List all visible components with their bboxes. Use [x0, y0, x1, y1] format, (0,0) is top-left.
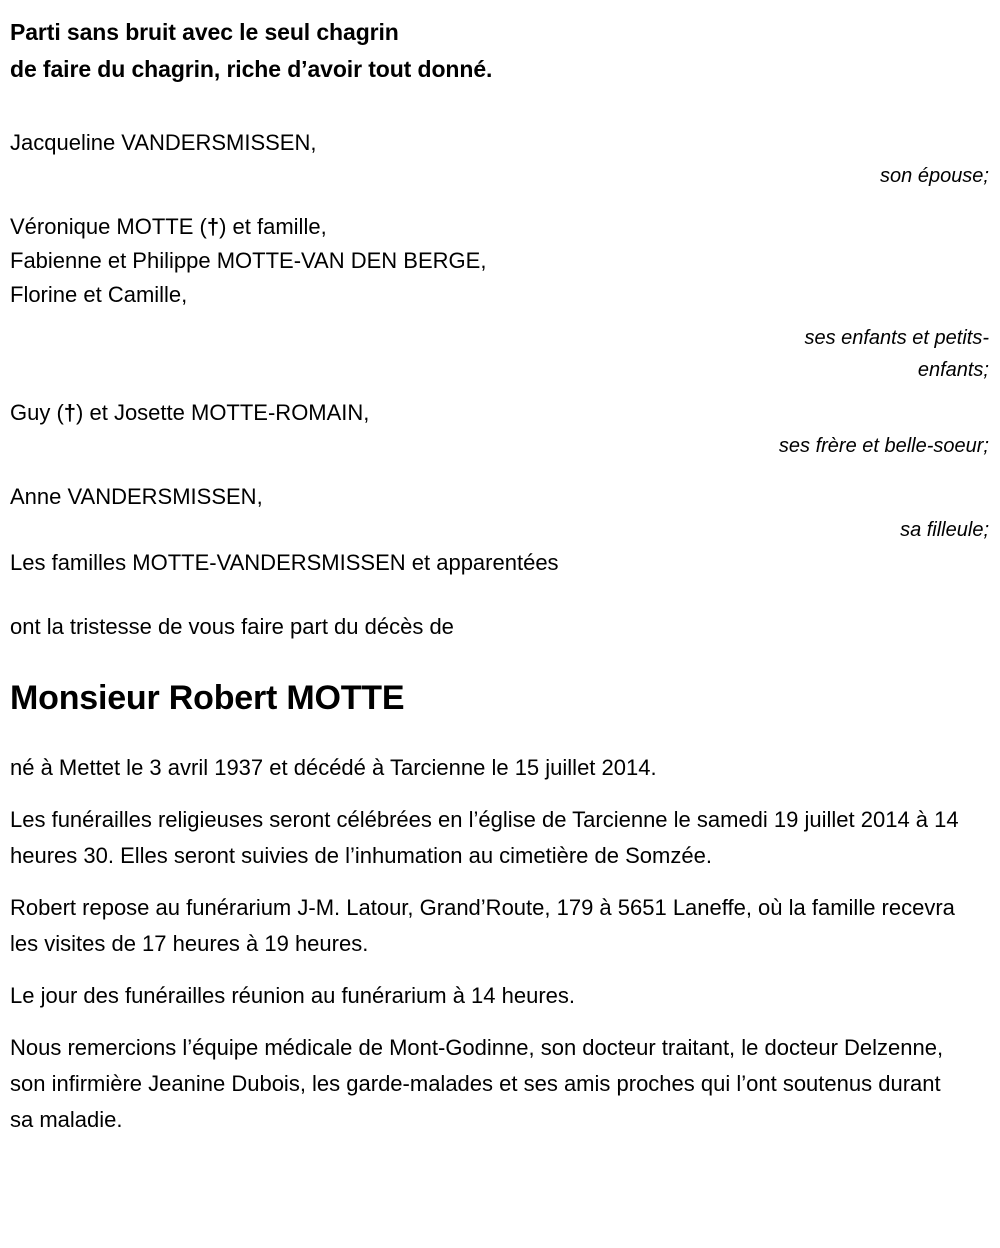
relation-label-sibling: ses frère et belle-soeur; — [778, 435, 989, 457]
extended-families-line: Les familles MOTTE-VANDERSMISSEN et apparentées — [10, 550, 559, 575]
thanks-paragraph: Nous remercions l’équipe médicale de Mont-Godinne, son docteur traitant, le docteur Delzenne, son infirmière Jeanine Dubois, les garde-malades et ses amis proches qui l’ont soutenus durant sa maladie. — [10, 1035, 944, 1132]
dagger-icon: † — [206, 214, 220, 239]
epigraph — [10, 14, 992, 88]
family-block-goddaughter — [10, 480, 992, 546]
spacer — [10, 386, 992, 396]
deceased-name: Monsieur Robert MOTTE — [10, 679, 405, 717]
family-list — [10, 126, 992, 580]
family-names: Guy (†) et Josette MOTTE-ROMAIN, — [10, 400, 370, 425]
family-block-sibling — [10, 396, 992, 462]
family-names: Florine et Camille, — [10, 282, 188, 307]
family-names: Fabienne et Philippe MOTTE-VAN DEN BERGE, — [10, 248, 487, 273]
ceremony-paragraph: Les funérailles religieuses seront célébrées en l’église de Tarcienne le samedi 19 juillet 2014 à 14 heures 30. Elles seront suivies de l’inhumation au cimetière de Somzée. — [10, 807, 959, 868]
gathering-paragraph: Le jour des funérailles réunion au funérarium à 14 heures. — [10, 983, 576, 1008]
birth-death-paragraph: né à Mettet le 3 avril 1937 et décédé à Tarcienne le 15 juillet 2014. — [10, 755, 657, 780]
family-names: Véronique MOTTE (†) et famille, — [10, 214, 327, 239]
details-section — [10, 750, 992, 1138]
family-block-children — [10, 210, 992, 386]
spacer — [10, 192, 992, 210]
family-names: Anne VANDERSMISSEN, — [10, 484, 263, 509]
relation-label-spouse: son épouse; — [880, 165, 989, 187]
epigraph-line-2: de faire du chagrin, riche d’avoir tout donné. — [10, 56, 493, 82]
announcement-line: ont la tristesse de vous faire part du décès de — [10, 614, 454, 639]
funerarium-paragraph: Robert repose au funérarium J-M. Latour, Grand’Route, 179 à 5651 Laneffe, où la famille recevra les visites de 17 heures à 19 heures. — [10, 895, 955, 956]
family-block-spouse — [10, 126, 992, 192]
relation-label-goddaughter: sa filleule; — [900, 519, 989, 541]
epigraph-line-1: Parti sans bruit avec le seul chagrin — [10, 19, 399, 45]
family-names: Jacqueline VANDERSMISSEN, — [10, 130, 317, 155]
spacer — [10, 312, 992, 322]
relation-label-children: ses enfants et petits-enfants; — [804, 327, 989, 381]
spacer — [10, 462, 992, 480]
dagger-icon: † — [63, 400, 77, 425]
